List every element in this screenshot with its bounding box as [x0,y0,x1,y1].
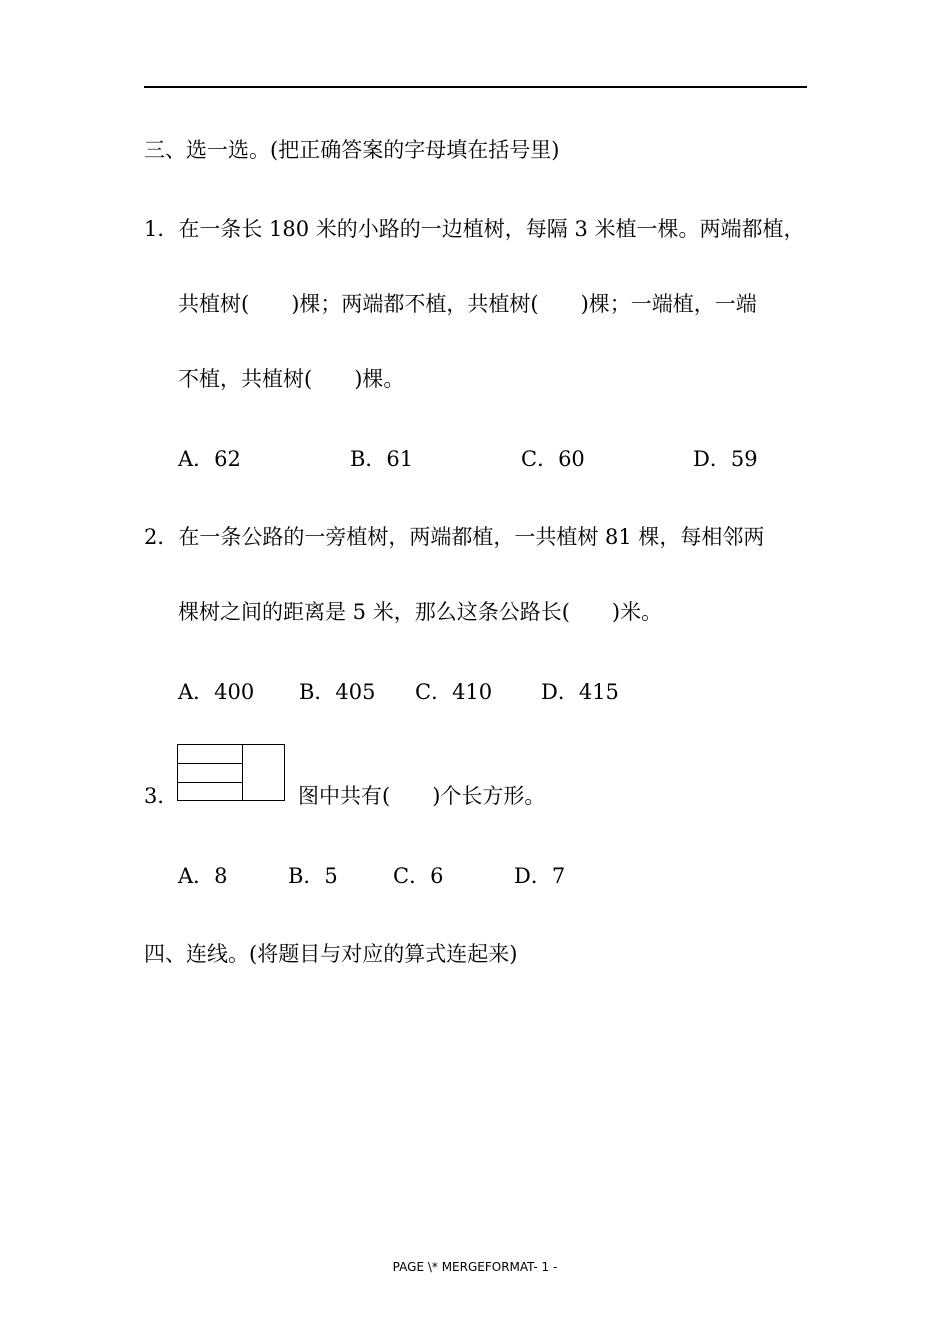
q3-text: 图中共有( )个长方形。 [298,784,546,808]
rectangle-figure [177,744,285,801]
q1-option-c: C．60 [521,447,585,471]
figure-horizontal-divider-2 [178,782,242,783]
q1-option-b: B．61 [350,447,414,471]
q1-line2: 共植树( )棵；两端都不植，共植树( )棵；一端植，一端 [178,292,757,316]
q3-number: 3． [144,784,179,808]
q2-option-a: A．400 [178,680,255,704]
q2-option-d: D．415 [541,680,619,704]
q3-option-d: D．7 [514,864,566,888]
figure-horizontal-divider-1 [178,763,242,764]
page-footer: PAGE \* MERGEFORMAT- 1 - [392,1260,558,1274]
q3-option-c: C．6 [393,864,444,888]
q2-line2: 棵树之间的距离是 5 米，那么这条公路长( )米。 [178,600,663,624]
q3-option-a: A．8 [178,864,228,888]
q2-option-c: C．410 [415,680,493,704]
q1-line1: 1．在一条长 180 米的小路的一边植树，每隔 3 米植一棵。两端都植， [144,217,805,241]
section4-heading: 四、连线。(将题目与对应的算式连起来) [144,942,518,966]
q1-option-d: D．59 [693,447,758,471]
q2-option-b: B．405 [299,680,376,704]
q2-line1: 2．在一条公路的一旁植树，两端都植，一共植树 81 棵，每相邻两 [144,525,765,549]
q1-option-a: A．62 [178,447,241,471]
section3-heading: 三、选一选。(把正确答案的字母填在括号里) [144,138,560,162]
figure-vertical-divider [242,745,243,800]
header-rule [144,86,807,88]
q3-option-b: B．5 [288,864,338,888]
q1-line3: 不植，共植树( )棵。 [178,367,405,391]
